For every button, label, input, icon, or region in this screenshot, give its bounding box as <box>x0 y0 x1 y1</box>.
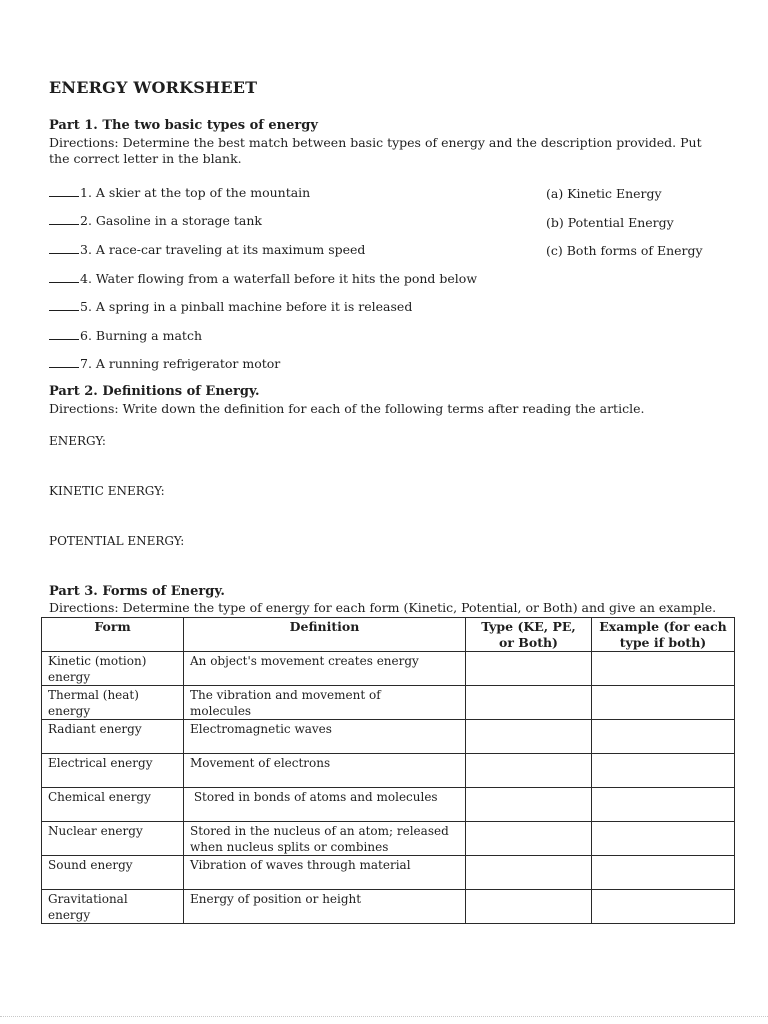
term-kinetic-energy: KINETIC ENERGY: <box>49 484 165 498</box>
type-answer-cell[interactable] <box>466 686 592 720</box>
type-answer-cell[interactable] <box>466 856 592 890</box>
part1-heading: Part 1. The two basic types of energy <box>49 118 318 133</box>
example-answer-cell[interactable] <box>592 686 735 720</box>
part1-item-1: 1. A skier at the top of the mountain <box>49 185 310 200</box>
form-cell: Radiant energy <box>42 720 184 754</box>
part2-heading: Part 2. Definitions of Energy. <box>49 384 260 399</box>
part1-directions-line2: the correct letter in the blank. <box>49 151 242 166</box>
type-answer-cell[interactable] <box>466 754 592 788</box>
answer-blank[interactable] <box>49 339 79 340</box>
answer-blank[interactable] <box>49 224 79 225</box>
form-cell: Sound energy <box>42 856 184 890</box>
definition-cell: The vibration and movement of molecules <box>184 686 466 720</box>
part1-item-3: 3. A race-car traveling at its maximum speed <box>49 242 365 257</box>
answer-blank[interactable] <box>49 253 79 254</box>
example-answer-cell[interactable] <box>592 856 735 890</box>
header-example: Example (for each type if both) <box>592 618 735 652</box>
form-cell: Electrical energy <box>42 754 184 788</box>
part2-directions: Directions: Write down the definition for each of the following terms after reading the article. <box>49 401 645 416</box>
type-answer-cell[interactable] <box>466 788 592 822</box>
header-type: Type (KE, PE, or Both) <box>466 618 592 652</box>
table-row <box>42 856 735 890</box>
term-energy: ENERGY: <box>49 434 106 448</box>
form-cell: Thermal (heat) energy <box>42 686 184 720</box>
definition-cell: Stored in bonds of atoms and molecules <box>184 788 466 822</box>
answer-blank[interactable] <box>49 310 79 311</box>
definition-cell: Movement of electrons <box>184 754 466 788</box>
definition-cell: Energy of position or height <box>184 890 466 924</box>
table-row <box>42 822 735 856</box>
form-cell: Chemical energy <box>42 788 184 822</box>
header-form: Form <box>42 618 184 652</box>
definition-cell: An object's movement creates energy <box>184 652 466 686</box>
type-answer-cell[interactable] <box>466 822 592 856</box>
example-answer-cell[interactable] <box>592 788 735 822</box>
type-answer-cell[interactable] <box>466 652 592 686</box>
example-answer-cell[interactable] <box>592 652 735 686</box>
forms-of-energy-table <box>41 617 735 924</box>
definition-cell: Electromagnetic waves <box>184 720 466 754</box>
part3-heading: Part 3. Forms of Energy. <box>49 584 225 599</box>
part1-item-2: 2. Gasoline in a storage tank <box>49 213 262 228</box>
example-answer-cell[interactable] <box>592 754 735 788</box>
choice-c: (c) Both forms of Energy <box>546 243 703 258</box>
table-row <box>42 720 735 754</box>
answer-blank[interactable] <box>49 282 79 283</box>
form-cell: Kinetic (motion) energy <box>42 652 184 686</box>
table-row <box>42 754 735 788</box>
example-answer-cell[interactable] <box>592 720 735 754</box>
scan-edge-divider <box>0 1016 768 1017</box>
part1-item-7: 7. A running refrigerator motor <box>49 356 280 371</box>
header-definition: Definition <box>184 618 466 652</box>
table-row <box>42 890 735 924</box>
answer-blank[interactable] <box>49 196 79 197</box>
table-header-row <box>42 618 735 652</box>
part1-directions-line1: Directions: Determine the best match between basic types of energy and the description provided. Put <box>49 135 702 150</box>
table-row <box>42 652 735 686</box>
table-row <box>42 686 735 720</box>
example-answer-cell[interactable] <box>592 822 735 856</box>
answer-blank[interactable] <box>49 367 79 368</box>
definition-cell: Stored in the nucleus of an atom; released when nucleus splits or combines <box>184 822 466 856</box>
part1-item-6: 6. Burning a match <box>49 328 202 343</box>
worksheet-title: ENERGY WORKSHEET <box>49 78 258 97</box>
part1-item-5: 5. A spring in a pinball machine before it is released <box>49 299 412 314</box>
example-answer-cell[interactable] <box>592 890 735 924</box>
part3-directions: Directions: Determine the type of energy for each form (Kinetic, Potential, or Both) and give an example. <box>49 600 717 615</box>
term-potential-energy: POTENTIAL ENERGY: <box>49 534 185 548</box>
table-row <box>42 788 735 822</box>
form-cell: Nuclear energy <box>42 822 184 856</box>
choice-a: (a) Kinetic Energy <box>546 186 662 201</box>
type-answer-cell[interactable] <box>466 720 592 754</box>
part1-item-4: 4. Water flowing from a waterfall before it hits the pond below <box>49 271 477 286</box>
choice-b: (b) Potential Energy <box>546 215 674 230</box>
definition-cell: Vibration of waves through material <box>184 856 466 890</box>
form-cell: Gravitational energy <box>42 890 184 924</box>
type-answer-cell[interactable] <box>466 890 592 924</box>
